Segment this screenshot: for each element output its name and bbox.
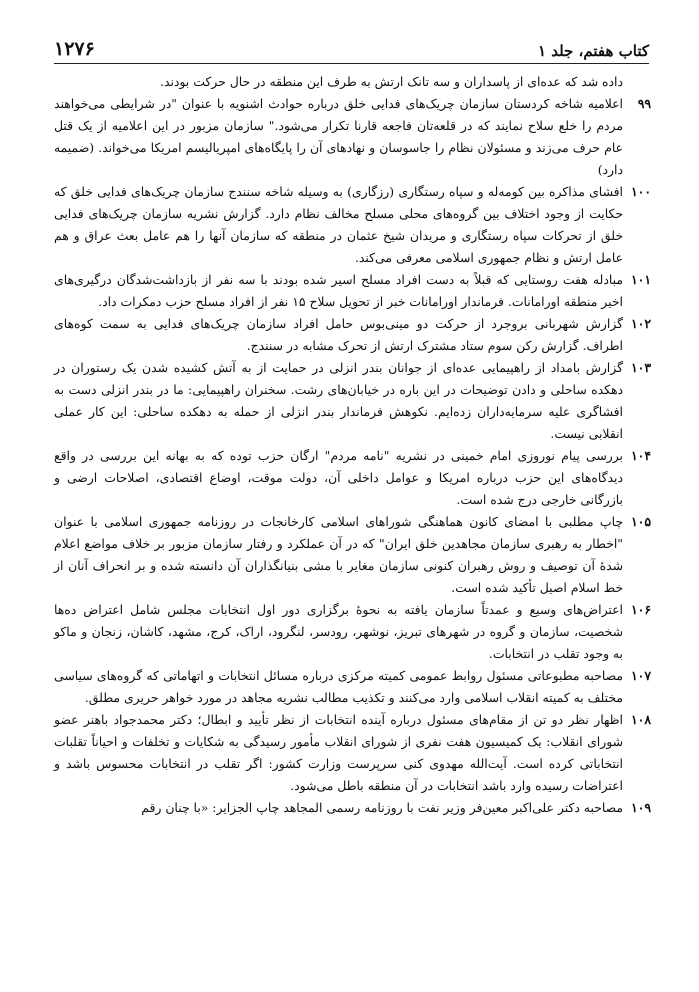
entry-number: ۱۰۹: [631, 800, 651, 815]
entry-number: ۱۰۷: [631, 668, 651, 683]
entry-text: اظهار نظر دو تن از مقام‌های مسئول درباره آینده انتخابات از نظر تأیید و ابطال؛ دکتر محمدجواد باهنر عضو شورای انقلاب: یک کمیسیون هفت نفری از شورای انقلاب مأمور رسیدگی به شکایات و تخلفات و احیاناً تقلبات انتخاباتی کرده است. آیت‌الله مهدوی کنی سرپرست وزارت کشور: اگر تقلب در انتخابات محسوس باشد و اعتراضات رسیده وارد باشد انتخابات در آن منطقه باطل می‌شود.: [54, 712, 623, 793]
entry-text: اعلامیه شاخه کردستان سازمان چریک‌های فدایی خلق درباره حوادث اشنویه با عنوان "در شرایطی می‌خواهند مردم را خلع سلاح نمایند که در قلعه‌تان فاجعه قارنا تکرار می‌شود." سازمان مزبور در این اعلامیه از یک قتل عام حرف می‌زند و مسئولان نظام را جاسوسان و نهادهای آن را پایگاه‌های امپریالیسم امریکا می‌خواند. (ضمیمه دارد): [54, 96, 623, 177]
running-title: کتاب هفتم، جلد ۱: [537, 42, 649, 60]
entry-number: ۹۹: [637, 96, 651, 111]
entry-number: ۱۰۰: [631, 184, 651, 199]
entry-text: اعتراض‌های وسیع و عمدتاً سازمان یافته به نحوهٔ برگزاری دور اول انتخابات مجلس شامل اعتراض ده‌ها شخصیت، سازمان و گروه در شهرهای تبریز، نوشهر، رودسر، لنگرود، اراک، کرج، مشهد، کاشان، زنجان و ماکو به وجود تقلب در انتخابات.: [54, 602, 623, 661]
page-header: [54, 36, 649, 60]
entry-text: گزارش بامداد از راهپیمایی عده‌ای از جوانان بندر انزلی در حمایت از به آتش کشیده شدن یک رستوران در دهکده ساحلی و دادن توضیحات در این باره در خیابان‌های رشت. سخنران راهپیمایی: ما در بندر انزلی دست به افشاگری علیه سرمایه‌داران زده‌ایم. نکوهش فرماندار بندر انزلی از حمله به دهکده ساحلی: این کار عملی انقلابی نیست.: [54, 360, 623, 441]
entry-number: ۱۰۱: [631, 272, 651, 287]
entry-text: بررسی پیام نوروزی امام خمینی در نشریه "نامه مردم" ارگان حزب توده که به بهانه این بررسی در واقع دیدگاه‌های این حزب درباره امریکا و عوامل داخلی آن، دولت موقت، اوضاع اقتصادی، اصلاحات ارضی و بازرگانی خارجی درج شده است.: [54, 448, 623, 507]
entry-number: ۱۰۳: [631, 360, 651, 375]
entry-109: [54, 797, 651, 819]
entry-101: [54, 269, 651, 313]
entry-108: [54, 709, 651, 797]
entry-104: [54, 445, 651, 511]
header-divider: [54, 63, 649, 64]
entry-number: ۱۰۸: [631, 712, 651, 727]
entry-number: ۱۰۶: [631, 602, 651, 617]
entry-text: مصاحبه مطبوعاتی مسئول روابط عمومی کمیته مرکزی درباره مسائل انتخابات و اتهاماتی که گروه‌های سیاسی مختلف به کمیته انقلاب اسلامی وارد می‌کنند و تکذیب مطالب نشریه مجاهد در مورد خواهر حریری مطلق.: [54, 668, 623, 705]
entry-text: گزارش شهربانی بروجرد از حرکت دو مینی‌بوس حامل افراد سازمان چریک‌های فدایی به سمت کوه‌های اطراف. گزارش رکن سوم ستاد مشترک ارتش از تحرک مشابه در سنندج.: [54, 316, 623, 353]
entry-103: [54, 357, 651, 445]
entry-number: ۱۰۲: [631, 316, 651, 331]
entry-number: ۱۰۵: [631, 514, 651, 529]
entry-107: [54, 665, 651, 709]
page-number: ۱۲۷۶: [54, 38, 95, 60]
entry-number: ۱۰۴: [631, 448, 651, 463]
entry-102: [54, 313, 651, 357]
entry-text: افشای مذاکره بین کومه‌له و سپاه رستگاری (رزگاری) به وسیله شاخه سنندج سازمان چریک‌های فدایی خلق که حکایت از وجود اختلاف بین گروه‌های محلی مسلح مخالف نظام دارد. گزارش نشریه سازمان چریک‌های فدایی خلق از تحرکات سپاه رستگاری و مریدان شیخ عثمان در منطقه که سازمان آنها را هم عامل بعث عراق و هم عامل ارتش و نظام جمهوری اسلامی معرفی می‌کند.: [54, 184, 623, 265]
entry-text: چاپ مطلبی با امضای کانون هماهنگی شوراهای اسلامی کارخانجات در روزنامه جمهوری اسلامی با عنوان "اخطار به رهبری سازمان مجاهدین خلق ایران" که در آن عملکرد و رفتار سازمان مزبور بر خلاف مواضع اعلام شدهٔ آن توصیف و روش رهبران کنونی سازمان مغایر با مشی بنیانگذاران آن دانسته شده و بر انحراف آنان از خط اسلام اصیل تأکید شده است.: [54, 514, 623, 595]
entry-text: مصاحبه دکتر علی‌اکبر معین‌فر وزیر نفت با روزنامه رسمی المجاهد چاپ الجزایر: «با چنان رقم: [141, 800, 623, 815]
chronology-list: [54, 71, 651, 992]
entry-100: [54, 181, 651, 269]
entry-106: [54, 599, 651, 665]
entry-105: [54, 511, 651, 599]
entry-text: مبادله هفت روستایی که قبلاً به دست افراد مسلح اسیر شده بودند با سه نفر از بازداشت‌شدگان درگیری‌های اخیر منطقه اورامانات. فرماندار اورامانات خبر از تحویل سلاح ۱۵ نفر از افراد مسلح حزب دمکرات داد.: [54, 272, 623, 309]
continuation-paragraph: داده شد که عده‌ای از پاسداران و سه تانک ارتش به طرف این منطقه در حال حرکت بودند.: [160, 74, 623, 89]
entry-99: [54, 93, 651, 181]
